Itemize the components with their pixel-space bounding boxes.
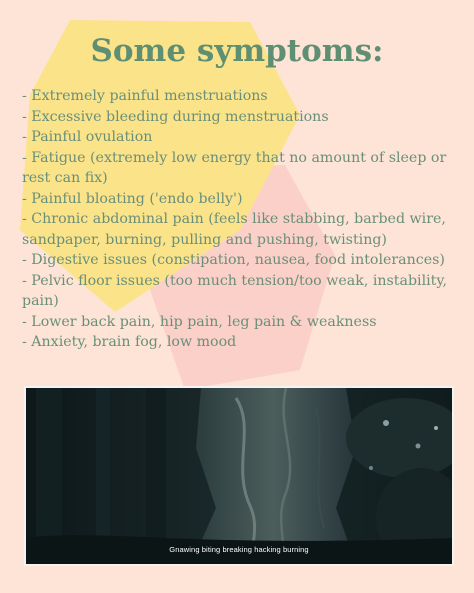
list-item: - Fatigue (extremely low energy that no amount of sleep or rest can fix): [22, 149, 447, 186]
list-item: - Anxiety, brain fog, low mood: [22, 334, 237, 350]
list-item: - Chronic abdominal pain (feels like stabbing, barbed wire, sandpaper, burning, pulling and pushing, twisting): [22, 211, 446, 248]
page-title: Some symptoms:: [90, 33, 384, 69]
list-item: - Excessive bleeding during menstruations: [22, 108, 329, 125]
list-item: - Digestive issues (constipation, nausea, food intolerances): [22, 252, 445, 268]
video-caption: Gnawing biting breaking hacking burning: [169, 545, 309, 554]
list-item: - Pelvic floor issues (too much tension/too weak, instability, pain): [22, 272, 447, 309]
list-item: - Painful ovulation: [22, 129, 153, 145]
list-item: - Painful bloating ('endo belly'): [22, 190, 243, 207]
video-frame[interactable]: [24, 386, 454, 566]
list-item: - Lower back pain, hip pain, leg pain & weakness: [22, 313, 377, 330]
list-item: - Extremely painful menstruations: [22, 88, 268, 104]
video-scene: [26, 388, 452, 564]
symptom-list: [22, 86, 462, 353]
